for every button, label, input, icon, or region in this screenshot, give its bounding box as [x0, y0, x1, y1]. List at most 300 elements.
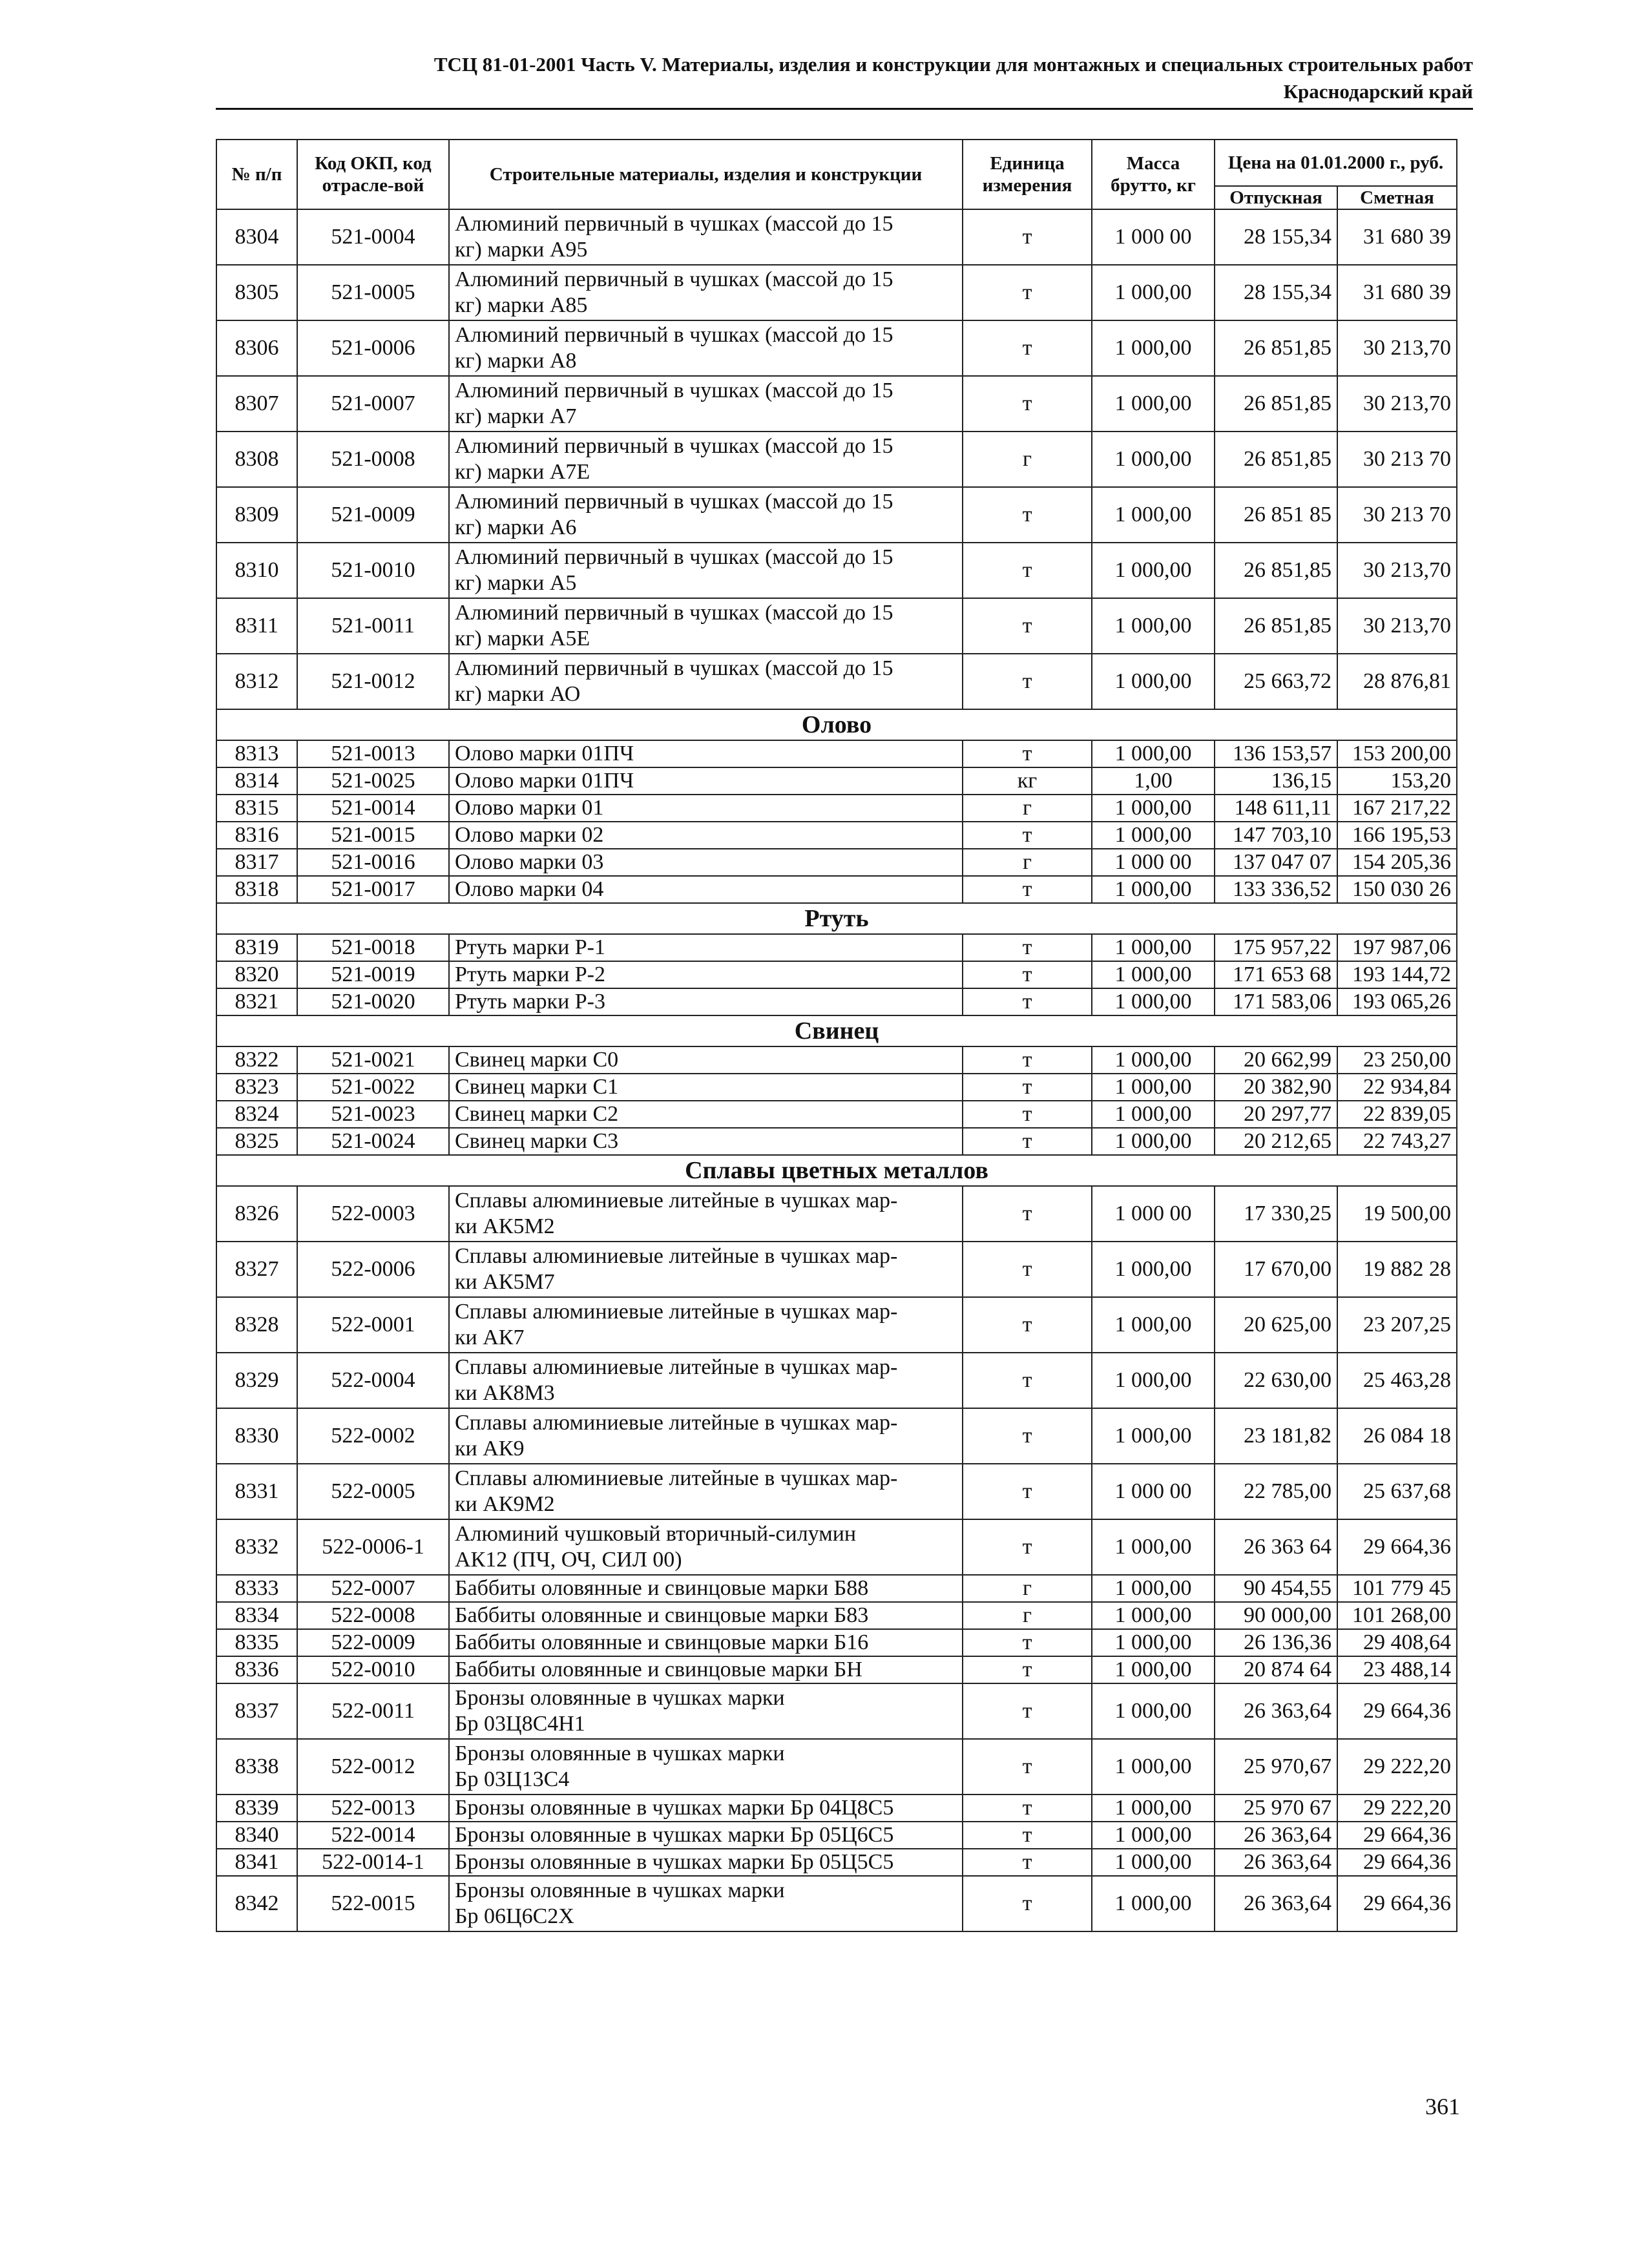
release-price: 20 382,90	[1215, 1074, 1337, 1101]
estimate-price: 193 065,26	[1337, 988, 1457, 1015]
gross-mass: 1 000,00	[1092, 795, 1215, 822]
table-row	[216, 1629, 1457, 1656]
estimate-price: 154 205,36	[1337, 849, 1457, 876]
okp-code: 521-0016	[297, 849, 449, 876]
material-name	[449, 432, 963, 487]
material-name-line-2: АК12 (ПЧ, ОЧ, СИЛ 00)	[455, 1548, 682, 1572]
estimate-price: 29 664,36	[1337, 1683, 1457, 1739]
unit: т	[963, 1297, 1092, 1353]
estimate-price: 30 213,70	[1337, 598, 1457, 654]
material-name-line-1: Алюминий первичный в чушках (массой до 15	[455, 323, 893, 347]
material-name-line-2: кг) марки А6	[455, 515, 577, 539]
okp-code: 522-0014	[297, 1822, 449, 1849]
section-header-tin	[216, 709, 1457, 740]
estimate-price: 26 084 18	[1337, 1408, 1457, 1464]
release-price: 26 363 64	[1215, 1519, 1337, 1575]
material-name-line-2: ки АК5М7	[455, 1270, 555, 1294]
material-name-line-1: Сплавы алюминиевые литейные в чушках мар-	[455, 1244, 898, 1268]
estimate-price: 30 213,70	[1337, 543, 1457, 598]
material-name-line-2: ки АК9М2	[455, 1492, 555, 1516]
header-estimate-price: Сметная	[1337, 186, 1457, 209]
okp-code: 522-0004	[297, 1353, 449, 1408]
unit: г	[963, 1602, 1092, 1629]
estimate-price: 29 664,36	[1337, 1822, 1457, 1849]
estimate-price: 30 213,70	[1337, 376, 1457, 432]
material-name-line-2: кг) марки А95	[455, 238, 588, 262]
material-name	[449, 1186, 963, 1242]
unit: т	[963, 740, 1092, 767]
okp-code: 521-0019	[297, 961, 449, 988]
material-name	[449, 1408, 963, 1464]
release-price: 26 851 85	[1215, 487, 1337, 543]
row-number: 8341	[216, 1849, 297, 1876]
table-row	[216, 265, 1457, 320]
material-name	[449, 1739, 963, 1795]
row-number: 8323	[216, 1074, 297, 1101]
material-name: Ртуть марки Р-2	[449, 961, 963, 988]
okp-code: 522-0006	[297, 1242, 449, 1297]
material-name-line-1: Алюминий первичный в чушках (массой до 15	[455, 212, 893, 236]
table-row	[216, 1849, 1457, 1876]
unit: т	[963, 1186, 1092, 1242]
table-row	[216, 1128, 1457, 1155]
row-number: 8336	[216, 1656, 297, 1683]
okp-code: 521-0005	[297, 265, 449, 320]
gross-mass: 1 000 00	[1092, 209, 1215, 265]
material-name-line-1: Сплавы алюминиевые литейные в чушках мар-	[455, 1411, 898, 1435]
unit: т	[963, 1101, 1092, 1128]
material-name-line-1: Сплавы алюминиевые литейные в чушках мар-	[455, 1300, 898, 1324]
row-number: 8328	[216, 1297, 297, 1353]
unit: г	[963, 432, 1092, 487]
row-number: 8332	[216, 1519, 297, 1575]
material-name	[449, 376, 963, 432]
release-price: 171 583,06	[1215, 988, 1337, 1015]
unit: г	[963, 795, 1092, 822]
material-name-line-2: Бр 03Ц13С4	[455, 1767, 570, 1791]
material-name-line-2: кг) марки АО	[455, 682, 581, 706]
estimate-price: 22 743,27	[1337, 1128, 1457, 1155]
material-name	[449, 487, 963, 543]
estimate-price: 29 664,36	[1337, 1876, 1457, 1931]
release-price: 28 155,34	[1215, 209, 1337, 265]
header-code: Код ОКП, код отрасле-вой	[297, 140, 449, 209]
row-number: 8326	[216, 1186, 297, 1242]
table-row	[216, 795, 1457, 822]
material-name-line-1: Алюминий чушковый вторичный-силумин	[455, 1522, 857, 1546]
material-name	[449, 598, 963, 654]
estimate-price: 29 664,36	[1337, 1849, 1457, 1876]
material-name: Свинец марки С0	[449, 1046, 963, 1074]
estimate-price: 29 222,20	[1337, 1739, 1457, 1795]
gross-mass: 1 000,00	[1092, 1242, 1215, 1297]
row-number: 8322	[216, 1046, 297, 1074]
estimate-price: 23 207,25	[1337, 1297, 1457, 1353]
gross-mass: 1 000,00	[1092, 1519, 1215, 1575]
table-row	[216, 1101, 1457, 1128]
okp-code: 522-0015	[297, 1876, 449, 1931]
okp-code: 521-0025	[297, 767, 449, 795]
material-name-line-2: кг) марки А85	[455, 293, 588, 317]
gross-mass: 1 000,00	[1092, 876, 1215, 903]
row-number: 8306	[216, 320, 297, 376]
table-row	[216, 961, 1457, 988]
material-name-line-1: Бронзы оловянные в чушках марки	[455, 1686, 785, 1710]
material-name-line-1: Сплавы алюминиевые литейные в чушках мар-	[455, 1355, 898, 1379]
table-row	[216, 1876, 1457, 1931]
material-name	[449, 1876, 963, 1931]
table-row	[216, 1242, 1457, 1297]
table-row	[216, 209, 1457, 265]
unit: т	[963, 1656, 1092, 1683]
release-price: 25 970 67	[1215, 1795, 1337, 1822]
material-name-line-1: Алюминий первичный в чушках (массой до 15	[455, 267, 893, 291]
estimate-price: 25 463,28	[1337, 1353, 1457, 1408]
okp-code: 522-0008	[297, 1602, 449, 1629]
gross-mass: 1 000,00	[1092, 1602, 1215, 1629]
section-header-alloys	[216, 1155, 1457, 1186]
row-number: 8342	[216, 1876, 297, 1931]
row-number: 8316	[216, 822, 297, 849]
unit: т	[963, 1849, 1092, 1876]
material-name-line-2: кг) марки А8	[455, 349, 577, 373]
estimate-price: 167 217,22	[1337, 795, 1457, 822]
okp-code: 521-0024	[297, 1128, 449, 1155]
estimate-price: 25 637,68	[1337, 1464, 1457, 1519]
material-name	[449, 543, 963, 598]
release-price: 20 662,99	[1215, 1046, 1337, 1074]
material-name	[449, 265, 963, 320]
gross-mass: 1 000,00	[1092, 740, 1215, 767]
okp-code: 522-0014-1	[297, 1849, 449, 1876]
table-row	[216, 543, 1457, 598]
release-price: 136 153,57	[1215, 740, 1337, 767]
gross-mass: 1 000,00	[1092, 1683, 1215, 1739]
material-name-line-1: Алюминий первичный в чушках (массой до 15	[455, 656, 893, 680]
okp-code: 522-0012	[297, 1739, 449, 1795]
material-name: Олово марки 01	[449, 795, 963, 822]
okp-code: 522-0002	[297, 1408, 449, 1464]
okp-code: 522-0013	[297, 1795, 449, 1822]
row-number: 8312	[216, 654, 297, 709]
material-name	[449, 654, 963, 709]
row-number: 8317	[216, 849, 297, 876]
gross-mass: 1 000,00	[1092, 1849, 1215, 1876]
release-price: 90 454,55	[1215, 1575, 1337, 1602]
okp-code: 521-0020	[297, 988, 449, 1015]
release-price: 22 630,00	[1215, 1353, 1337, 1408]
unit: т	[963, 376, 1092, 432]
section-title: Ртуть	[216, 903, 1457, 934]
okp-code: 521-0013	[297, 740, 449, 767]
gross-mass: 1 000,00	[1092, 822, 1215, 849]
gross-mass: 1 000,00	[1092, 1795, 1215, 1822]
estimate-price: 19 882 28	[1337, 1242, 1457, 1297]
material-name: Бронзы оловянные в чушках марки Бр 04Ц8С5	[449, 1795, 963, 1822]
section-title: Олово	[216, 709, 1457, 740]
material-name	[449, 1297, 963, 1353]
material-name	[449, 1519, 963, 1575]
gross-mass: 1 000,00	[1092, 1408, 1215, 1464]
material-name: Бронзы оловянные в чушках марки Бр 05Ц5С5	[449, 1849, 963, 1876]
unit: кг	[963, 767, 1092, 795]
row-number: 8307	[216, 376, 297, 432]
row-number: 8309	[216, 487, 297, 543]
table-row	[216, 1074, 1457, 1101]
gross-mass: 1 000,00	[1092, 1739, 1215, 1795]
unit: т	[963, 934, 1092, 961]
row-number: 8308	[216, 432, 297, 487]
page-number: 361	[1425, 2094, 1460, 2119]
unit: т	[963, 487, 1092, 543]
gross-mass: 1 000 00	[1092, 1464, 1215, 1519]
row-number: 8331	[216, 1464, 297, 1519]
okp-code: 522-0011	[297, 1683, 449, 1739]
gross-mass: 1 000,00	[1092, 543, 1215, 598]
okp-code: 521-0007	[297, 376, 449, 432]
row-number: 8325	[216, 1128, 297, 1155]
estimate-price: 19 500,00	[1337, 1186, 1457, 1242]
row-number: 8310	[216, 543, 297, 598]
release-price: 26 851,85	[1215, 320, 1337, 376]
table-row	[216, 876, 1457, 903]
row-number: 8335	[216, 1629, 297, 1656]
release-price: 25 663,72	[1215, 654, 1337, 709]
row-number: 8304	[216, 209, 297, 265]
row-number: 8324	[216, 1101, 297, 1128]
region-label: Краснодарский край	[1283, 80, 1473, 103]
gross-mass: 1,00	[1092, 767, 1215, 795]
material-name-line-2: Бр 06Ц6С2Х	[455, 1904, 574, 1928]
okp-code: 521-0012	[297, 654, 449, 709]
header-name: Строительные материалы, изделия и конструкции	[449, 140, 963, 209]
okp-code: 522-0001	[297, 1297, 449, 1353]
material-name-line-2: ки АК5М2	[455, 1214, 555, 1238]
gross-mass: 1 000,00	[1092, 654, 1215, 709]
release-price: 20 297,77	[1215, 1101, 1337, 1128]
table-row	[216, 767, 1457, 795]
estimate-price: 28 876,81	[1337, 654, 1457, 709]
material-name: Баббиты оловянные и свинцовые марки Б88	[449, 1575, 963, 1602]
unit: т	[963, 209, 1092, 265]
unit: т	[963, 988, 1092, 1015]
gross-mass: 1 000,00	[1092, 1128, 1215, 1155]
material-name-line-2: кг) марки А7	[455, 404, 577, 428]
unit: т	[963, 1408, 1092, 1464]
estimate-price: 22 839,05	[1337, 1101, 1457, 1128]
row-number: 8333	[216, 1575, 297, 1602]
table-row	[216, 1683, 1457, 1739]
section-header-mercury	[216, 903, 1457, 934]
material-name: Свинец марки С2	[449, 1101, 963, 1128]
material-name-line-2: кг) марки А5Е	[455, 627, 590, 650]
table-row	[216, 1822, 1457, 1849]
table-row	[216, 1739, 1457, 1795]
release-price: 23 181,82	[1215, 1408, 1337, 1464]
material-name-line-1: Сплавы алюминиевые литейные в чушках мар-	[455, 1189, 898, 1212]
table-row	[216, 1575, 1457, 1602]
release-price: 171 653 68	[1215, 961, 1337, 988]
material-name: Олово марки 02	[449, 822, 963, 849]
table-row	[216, 1353, 1457, 1408]
unit: т	[963, 1876, 1092, 1931]
unit: т	[963, 1795, 1092, 1822]
material-name: Свинец марки С1	[449, 1074, 963, 1101]
gross-mass: 1 000,00	[1092, 320, 1215, 376]
table-row	[216, 320, 1457, 376]
release-price: 26 363,64	[1215, 1822, 1337, 1849]
okp-code: 521-0011	[297, 598, 449, 654]
estimate-price: 153,20	[1337, 767, 1457, 795]
material-name-line-1: Алюминий первичный в чушках (массой до 15	[455, 601, 893, 625]
material-name	[449, 1683, 963, 1739]
header-mass: Масса брутто, кг	[1092, 140, 1215, 209]
material-name-line-1: Алюминий первичный в чушках (массой до 15	[455, 434, 893, 458]
gross-mass: 1 000,00	[1092, 988, 1215, 1015]
release-price: 26 851,85	[1215, 432, 1337, 487]
release-price: 26 851,85	[1215, 543, 1337, 598]
row-number: 8320	[216, 961, 297, 988]
material-name: Олово марки 01ПЧ	[449, 740, 963, 767]
header-price: Цена на 01.01.2000 г., руб.	[1215, 140, 1457, 186]
table-row	[216, 1795, 1457, 1822]
gross-mass: 1 000,00	[1092, 1046, 1215, 1074]
table-row	[216, 988, 1457, 1015]
unit: т	[963, 1074, 1092, 1101]
header-divider	[216, 108, 1473, 110]
material-name-line-1: Сплавы алюминиевые литейные в чушках мар-	[455, 1466, 898, 1490]
material-name: Ртуть марки Р-3	[449, 988, 963, 1015]
material-name-line-1: Алюминий первичный в чушках (массой до 15	[455, 545, 893, 569]
unit: т	[963, 1128, 1092, 1155]
row-number: 8329	[216, 1353, 297, 1408]
estimate-price: 197 987,06	[1337, 934, 1457, 961]
unit: т	[963, 822, 1092, 849]
material-name-line-2: кг) марки А5	[455, 571, 577, 595]
row-number: 8321	[216, 988, 297, 1015]
okp-code: 522-0005	[297, 1464, 449, 1519]
estimate-price: 31 680 39	[1337, 209, 1457, 265]
material-name: Баббиты оловянные и свинцовые марки БН	[449, 1656, 963, 1683]
gross-mass: 1 000,00	[1092, 1629, 1215, 1656]
release-price: 26 363,64	[1215, 1876, 1337, 1931]
okp-code: 521-0015	[297, 822, 449, 849]
release-price: 20 874 64	[1215, 1656, 1337, 1683]
row-number: 8339	[216, 1795, 297, 1822]
okp-code: 521-0022	[297, 1074, 449, 1101]
release-price: 22 785,00	[1215, 1464, 1337, 1519]
release-price: 26 363,64	[1215, 1849, 1337, 1876]
release-price: 90 000,00	[1215, 1602, 1337, 1629]
material-name: Олово марки 04	[449, 876, 963, 903]
release-price: 20 212,65	[1215, 1128, 1337, 1155]
table-row	[216, 1186, 1457, 1242]
okp-code: 522-0010	[297, 1656, 449, 1683]
estimate-price: 22 934,84	[1337, 1074, 1457, 1101]
estimate-price: 30 213,70	[1337, 320, 1457, 376]
release-price: 133 336,52	[1215, 876, 1337, 903]
gross-mass: 1 000,00	[1092, 1101, 1215, 1128]
release-price: 28 155,34	[1215, 265, 1337, 320]
release-price: 26 851,85	[1215, 376, 1337, 432]
table-row	[216, 1408, 1457, 1464]
gross-mass: 1 000,00	[1092, 376, 1215, 432]
gross-mass: 1 000,00	[1092, 265, 1215, 320]
unit: т	[963, 1519, 1092, 1575]
row-number: 8340	[216, 1822, 297, 1849]
material-name	[449, 1242, 963, 1297]
unit: т	[963, 961, 1092, 988]
material-name: Бронзы оловянные в чушках марки Бр 05Ц6С5	[449, 1822, 963, 1849]
gross-mass: 1 000,00	[1092, 961, 1215, 988]
unit: т	[963, 1822, 1092, 1849]
okp-code: 522-0009	[297, 1629, 449, 1656]
okp-code: 522-0003	[297, 1186, 449, 1242]
table-row	[216, 432, 1457, 487]
row-number: 8318	[216, 876, 297, 903]
gross-mass: 1 000,00	[1092, 1353, 1215, 1408]
okp-code: 521-0010	[297, 543, 449, 598]
row-number: 8338	[216, 1739, 297, 1795]
row-number: 8330	[216, 1408, 297, 1464]
material-name-line-2: ки АК8М3	[455, 1381, 555, 1405]
material-name: Баббиты оловянные и свинцовые марки Б83	[449, 1602, 963, 1629]
table-row	[216, 1519, 1457, 1575]
header-release-price: Отпускная	[1215, 186, 1337, 209]
estimate-price: 29 222,20	[1337, 1795, 1457, 1822]
gross-mass: 1 000,00	[1092, 1074, 1215, 1101]
table-row	[216, 740, 1457, 767]
unit: г	[963, 849, 1092, 876]
okp-code: 521-0023	[297, 1101, 449, 1128]
material-name: Олово марки 01ПЧ	[449, 767, 963, 795]
release-price: 137 047 07	[1215, 849, 1337, 876]
material-name-line-2: ки АК7	[455, 1326, 525, 1349]
okp-code: 521-0009	[297, 487, 449, 543]
release-price: 26 136,36	[1215, 1629, 1337, 1656]
material-name: Ртуть марки Р-1	[449, 934, 963, 961]
gross-mass: 1 000,00	[1092, 487, 1215, 543]
row-number: 8305	[216, 265, 297, 320]
estimate-price: 29 408,64	[1337, 1629, 1457, 1656]
okp-code: 521-0017	[297, 876, 449, 903]
gross-mass: 1 000,00	[1092, 1297, 1215, 1353]
material-name	[449, 1464, 963, 1519]
price-table	[216, 139, 1457, 1932]
section-title: Свинец	[216, 1015, 1457, 1046]
release-price: 147 703,10	[1215, 822, 1337, 849]
material-name: Олово марки 03	[449, 849, 963, 876]
estimate-price: 101 268,00	[1337, 1602, 1457, 1629]
section-header-lead	[216, 1015, 1457, 1046]
table-row	[216, 934, 1457, 961]
unit: т	[963, 1046, 1092, 1074]
gross-mass: 1 000,00	[1092, 598, 1215, 654]
table-row	[216, 1046, 1457, 1074]
unit: т	[963, 265, 1092, 320]
material-name	[449, 209, 963, 265]
release-price: 17 670,00	[1215, 1242, 1337, 1297]
estimate-price: 193 144,72	[1337, 961, 1457, 988]
row-number: 8319	[216, 934, 297, 961]
release-price: 148 611,11	[1215, 795, 1337, 822]
gross-mass: 1 000,00	[1092, 934, 1215, 961]
table-header	[216, 140, 1457, 209]
material-name-line-1: Бронзы оловянные в чушках марки	[455, 1742, 785, 1765]
unit: т	[963, 1464, 1092, 1519]
gross-mass: 1 000 00	[1092, 1186, 1215, 1242]
unit: т	[963, 1629, 1092, 1656]
